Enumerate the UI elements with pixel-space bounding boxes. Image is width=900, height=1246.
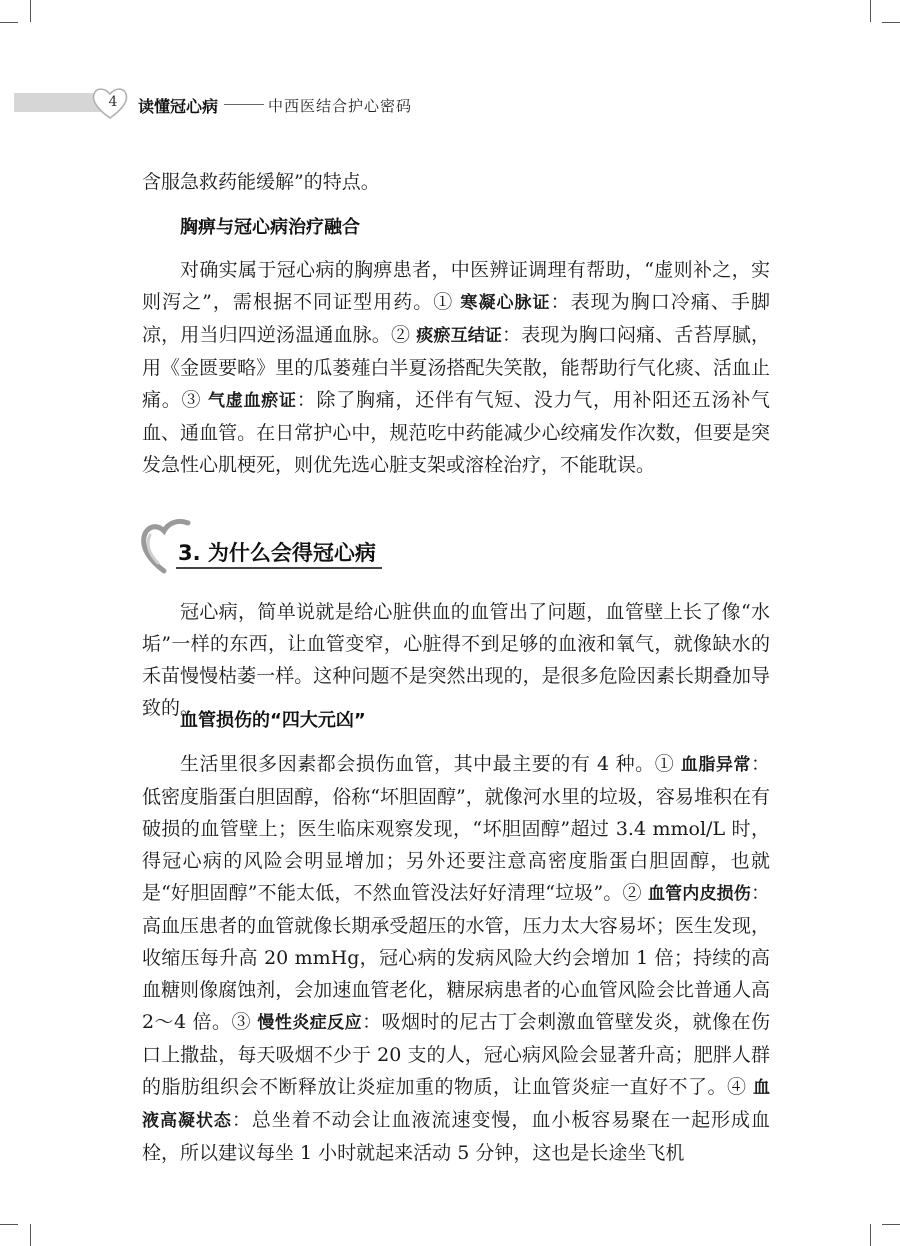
section-underline [176,567,382,569]
term-qi: 气虚血瘀证 [208,391,297,411]
crop-mark [0,22,18,23]
page-number: 4 [108,94,118,110]
book-subtitle: 中西医结合护心密码 [268,97,413,115]
crop-mark [882,1224,900,1225]
intro-paragraph: 冠心病，简单说就是给心脏供血的血管出了问题，血管壁上长了像“水垢”一样的东西，让血管变窄，心脏得不到足够的血液和氧气，就像缺水的禾苗慢慢枯萎一样。这种问题不是突然出现的，是很多危险因素长期叠加导致的。 [142,601,770,719]
crop-mark [882,22,900,23]
book-title: 读懂冠心病 [138,97,219,116]
term-lipid: 血脂异常 [680,755,751,775]
continuation-paragraph: 含服急救药能缓解”的特点。 [142,171,380,193]
factors-paragraph: 生活里很多因素都会损伤血管，其中最主要的有 4 种。① 血脂异常：低密度脂蛋白胆固醇，俗称“坏胆固醇”，就像河水里的垃圾，容易堆积在有破损的血管壁上；医生临床观察发现，“坏胆固醇”超过 3.4 mmol/L 时，得冠心病的风险会明显增加；另外还要注意高密度脂蛋白胆固醇，也就是“好胆固醇”不能太低，不然血管没法好好清理“垃圾”。② 血管内皮损伤：高血压患者的血管就像长期承受超压的水管，压力太大容易坏；医生发现，收缩压每升高 20 mmHg，冠心病的发病风险大约会增加 1 倍；持续的高血糖则像腐蚀剂，会加速血管老化，糖尿病患者的心血管风险会比普通人高 2～4 倍。③ 慢性炎症反应：吸烟时的尼古丁会刺激血管壁发炎，就像在伤口上撒盐，每天吸烟不少于 20 支的人，冠心病风险会显著升高；肥胖人群的脂肪组织会不断释放让炎症加重的物质，让血管炎症一直好不了。④ 血液高凝状态：总坐着不动会让血液流速变慢，血小板容易聚在一起形成血栓，所以建议每坐 1 小时就起来活动 5 分钟，这也是长途坐飞机 [142,753,770,1164]
crop-mark [870,1224,871,1246]
section-title: 3. 为什么会得冠心病 [178,541,376,565]
tcm-paragraph: 对确实属于冠心病的胸痹患者，中医辨证调理有帮助，“虚则补之，实则泻之”，需根据不同证型用药。① 寒凝心脉证：表现为胸口冷痛、手脚凉，用当归四逆汤温通血脉。② 痰瘀互结证：表现为胸口闷痛、舌苔厚腻，用《金匮要略》里的瓜蒌薤白半夏汤搭配失笑散，能帮助行气化痰、活血止痛。③ 气虚血瘀证：除了胸痛，还伴有气短、没力气，用补阳还五汤补气血、通血管。在日常护心中，规范吃中药能减少心绞痛发作次数，但要是突发急性心肌梗死，则优先选心脏支架或溶栓治疗，不能耽误。 [142,259,771,476]
term-cold: 寒凝心脉证 [460,293,551,313]
subheading-tcm: 胸痹与冠心病治疗融合 [180,217,360,238]
subheading-factors: 血管损伤的“四大元凶” [180,710,366,731]
term-phlegm: 痰瘀互结证 [416,326,503,346]
term-inflammation: 慢性炎症反应 [257,1013,363,1033]
term-coagulation: 血液高凝状态 [142,1078,770,1131]
crop-mark [870,0,871,22]
crop-mark [0,1224,18,1225]
crop-mark [30,1224,31,1246]
crop-mark [30,0,31,22]
header-dash [224,104,264,105]
term-endothelium: 血管内皮损伤 [647,884,751,904]
header-bar [14,93,102,112]
